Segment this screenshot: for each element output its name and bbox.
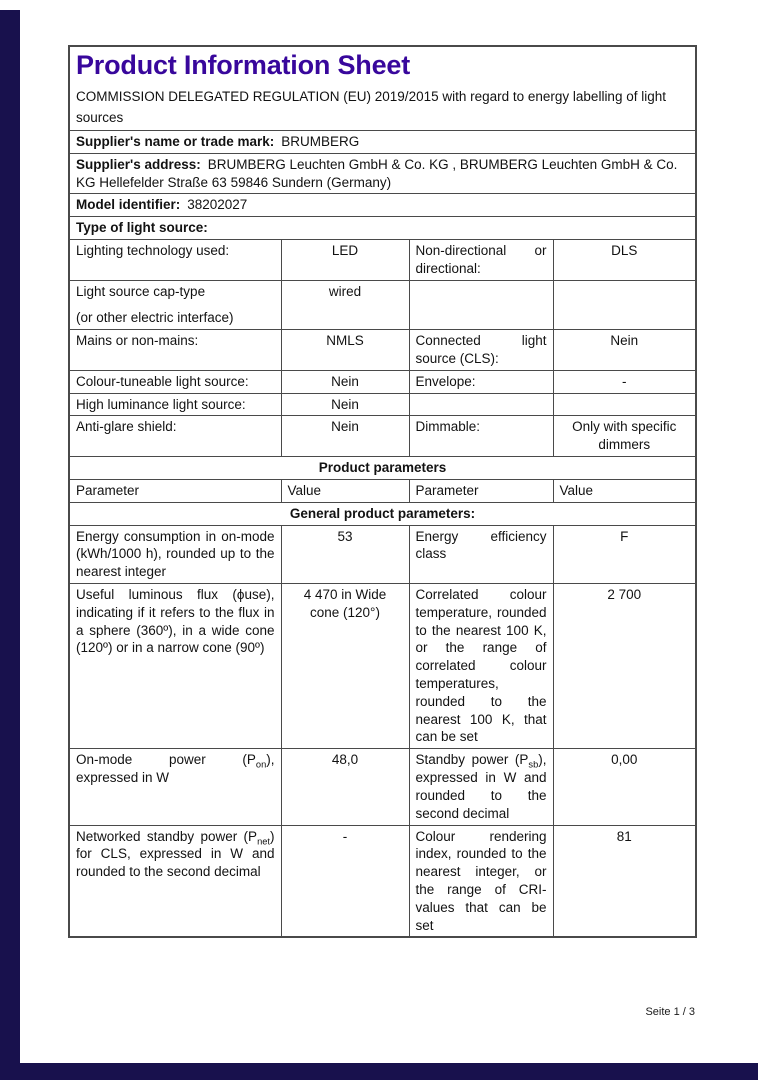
value-cell: 2 700 — [553, 583, 696, 748]
regulation-text: COMMISSION DELEGATED REGULATION (EU) 2019/2015 with regard to energy labelling of light sources — [76, 89, 666, 125]
supplier-address-row — [69, 153, 696, 194]
value-cell: 81 — [553, 825, 696, 937]
table-row-anti-glare — [69, 416, 696, 457]
table-row-energy-consumption — [69, 525, 696, 583]
param-cell: Energy efficiency class — [409, 525, 553, 583]
supplier-name-label: Supplier's name or trade mark: — [76, 133, 275, 149]
supplier-name-row — [69, 130, 696, 153]
param-cell — [69, 280, 281, 330]
param-cell: Lighting technology used: — [69, 239, 281, 280]
param-cell: Non-directional or directional: — [409, 239, 553, 280]
type-header-row — [69, 217, 696, 240]
value-cell: LED — [281, 239, 409, 280]
param-cell: Colour-tuneable light source: — [69, 370, 281, 393]
page-title: Product Information Sheet — [76, 50, 411, 80]
table-row-lighting-technology — [69, 239, 696, 280]
cap-type-line2: (or other electric interface) — [76, 310, 234, 326]
general-parameters-title: General product parameters: — [69, 502, 696, 525]
supplier-address-label: Supplier's address: — [76, 156, 201, 172]
model-identifier-value: 38202027 — [187, 197, 248, 213]
column-header-parameter-1: Parameter — [69, 479, 281, 502]
value-cell: Nein — [281, 370, 409, 393]
model-identifier-row — [69, 194, 696, 217]
value-cell: 0,00 — [553, 749, 696, 825]
value-cell: Nein — [281, 416, 409, 457]
table-row-high-luminance — [69, 393, 696, 416]
header-row — [69, 46, 696, 130]
param-cell — [409, 393, 553, 416]
table-row-colour-tuneable — [69, 370, 696, 393]
supplier-name-cell — [69, 130, 696, 153]
value-cell: 4 470 in Wide cone (120°) — [281, 583, 409, 748]
model-identifier-cell — [69, 194, 696, 217]
product-information-table — [68, 45, 697, 938]
param-cell: Standby power $(P_{sb})$, expressed in W and rounded to the second decimal — [409, 749, 553, 825]
param-cell: Colour rendering index, rounded to the nearest integer, or the range of CRI-values that can be set — [409, 825, 553, 937]
value-cell — [553, 280, 696, 330]
value-cell: 53 — [281, 525, 409, 583]
param-cell: On-mode power $(P_{on})$, expressed in W — [69, 749, 281, 825]
brand-frame-bottom — [8, 1063, 758, 1080]
value-cell: Nein — [553, 330, 696, 371]
model-identifier-label: Model identifier: — [76, 197, 181, 213]
column-header-row — [69, 479, 696, 502]
param-cell: High luminance light source: — [69, 393, 281, 416]
value-cell: Nein — [281, 393, 409, 416]
param-cell: Connected light source (CLS): — [409, 330, 553, 371]
value-cell: - — [553, 370, 696, 393]
product-parameters-section-row — [69, 457, 696, 480]
cap-type-line1: Light source cap-type — [76, 283, 206, 299]
value-cell: - — [281, 825, 409, 937]
column-header-value-2: Value — [553, 479, 696, 502]
page-number: Seite 1 / 3 — [645, 1006, 695, 1018]
value-cell: F — [553, 525, 696, 583]
table-row-cap-type — [69, 280, 696, 330]
table-row-useful-flux — [69, 583, 696, 748]
param-cell: Anti-glare shield: — [69, 416, 281, 457]
param-cell: Mains or non-mains: — [69, 330, 281, 371]
column-header-value-1: Value — [281, 479, 409, 502]
supplier-name-value: BRUMBERG — [281, 133, 360, 149]
type-header-cell: Type of light source: — [69, 217, 696, 240]
product-parameters-title: Product parameters — [69, 457, 696, 480]
supplier-address-value: BRUMBERG Leuchten GmbH & Co. KG , BRUMBERG Leuchten GmbH & Co. KG Hellefelder Straße 63 59846 Sundern (Germany) — [76, 156, 678, 190]
value-cell: wired — [281, 280, 409, 330]
param-cell: Energy consumption in on-mode (kWh/1000 h), rounded up to the nearest integer — [69, 525, 281, 583]
value-cell: DLS — [553, 239, 696, 280]
param-cell: Dimmable: — [409, 416, 553, 457]
param-cell: Useful luminous flux (ϕuse), indicating if it refers to the flux in a sphere (360º), in a wide cone (120º) or in a narrow cone (90º) — [69, 583, 281, 748]
param-cell: Networked standby power $(P_{net})$ for CLS, expressed in W and rounded to the second decimal — [69, 825, 281, 937]
general-parameters-section-row — [69, 502, 696, 525]
value-cell — [553, 393, 696, 416]
param-cell — [409, 280, 553, 330]
table-row-mains — [69, 330, 696, 371]
value-cell: Only with specific dimmers — [553, 416, 696, 457]
value-cell: 48,0 — [281, 749, 409, 825]
header-cell — [69, 46, 696, 130]
supplier-address-cell — [69, 153, 696, 194]
column-header-parameter-2: Parameter — [409, 479, 553, 502]
param-cell: Correlated colour temperature, rounded to the nearest 100 K, or the range of correlated colour temperatures, rounded to the nearest 100 K, that can be set — [409, 583, 553, 748]
table-row-on-mode-power — [69, 749, 696, 825]
table-row-networked-standby — [69, 825, 696, 937]
brand-frame-left — [0, 10, 20, 1080]
value-cell: NMLS — [281, 330, 409, 371]
param-cell: Envelope: — [409, 370, 553, 393]
